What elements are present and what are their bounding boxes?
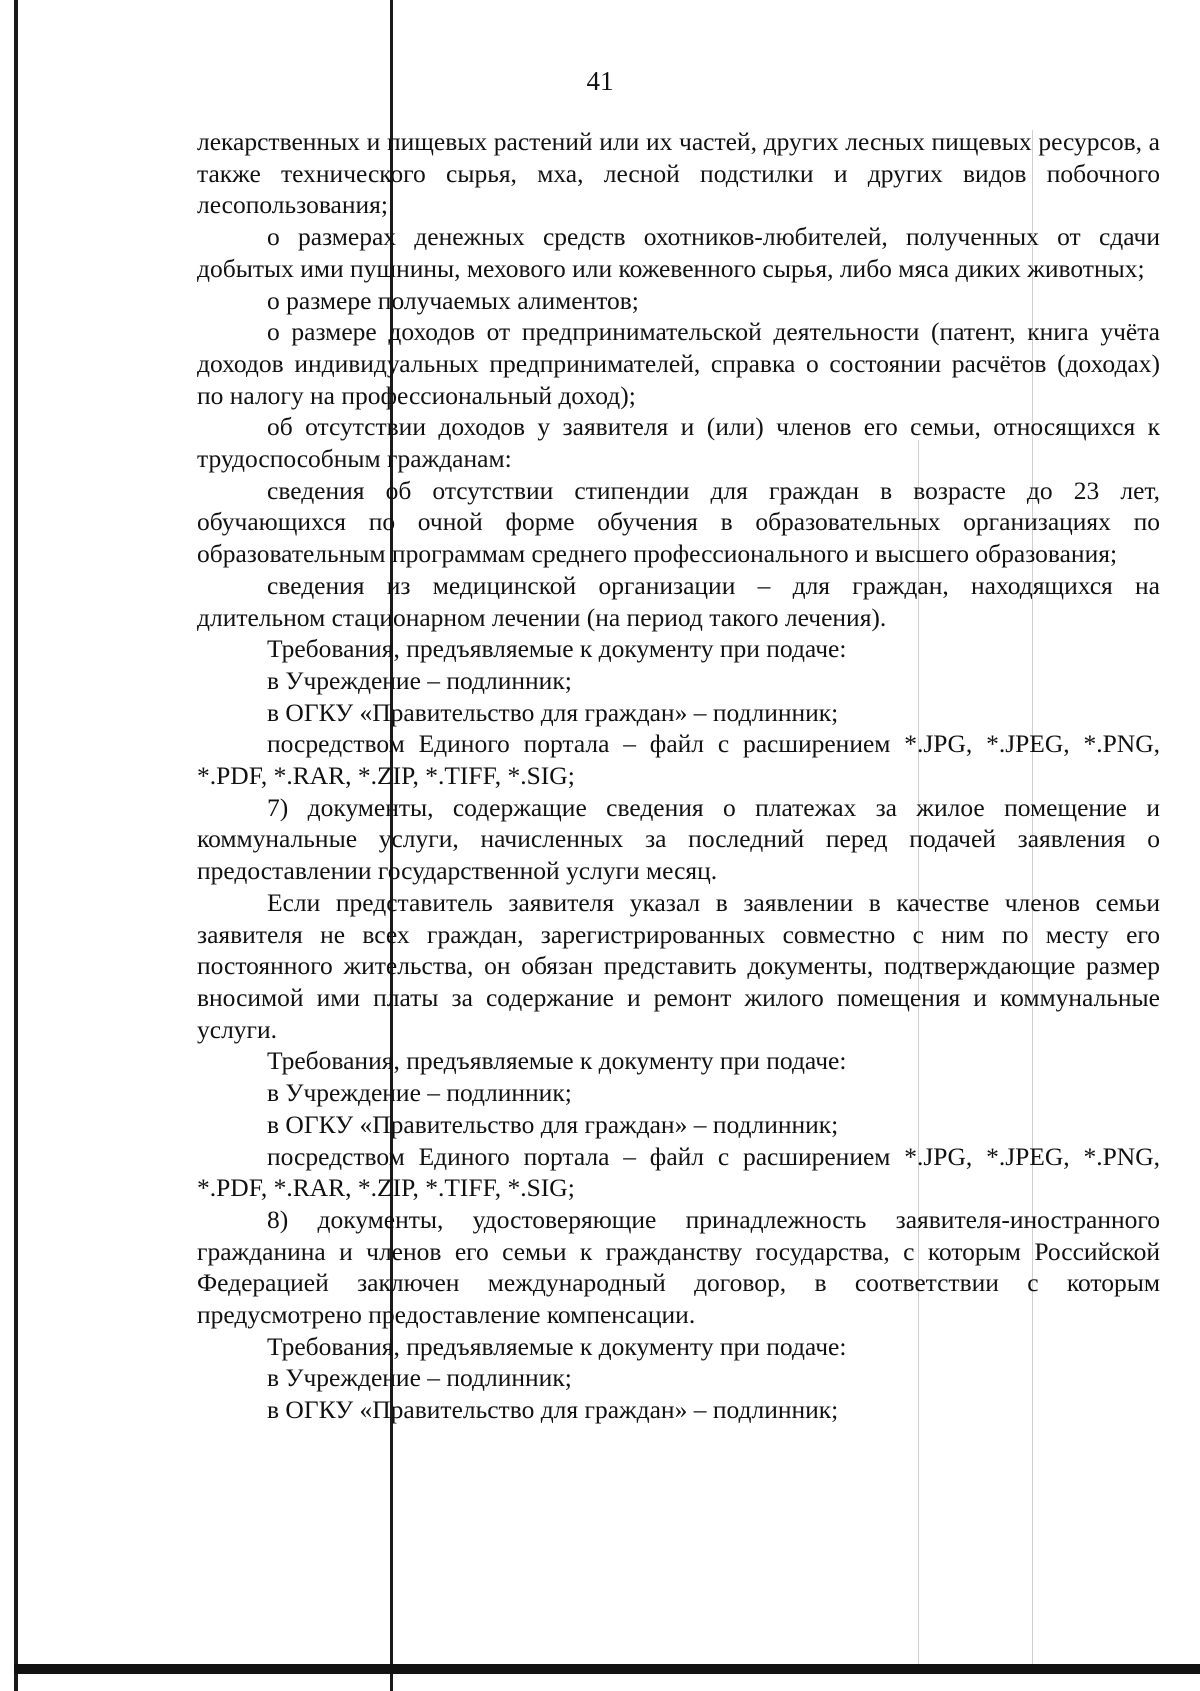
paragraph: Если представитель заявителя указал в заявлении в качестве членов семьи заявителя не всех граждан, зарегистрированных совместно с ним по месту его постоянного жительства, он обязан представить документы, подтверждающие размер вносимой ими платы за содержание и ремонт жилого помещения и коммунальные услуги. xyxy=(197,887,1160,1044)
paragraph: сведения из медицинской организации – для граждан, находящихся на длительном стационарном лечении (на период такого лечения). xyxy=(197,570,1160,632)
paragraph: в Учреждение – подлинник; xyxy=(267,665,572,695)
paragraph: Требования, предъявляемые к документу при подаче: xyxy=(267,1331,847,1361)
paragraph: в ОГКУ «Правительство для граждан» – подлинник; xyxy=(267,1109,839,1139)
paragraph: в ОГКУ «Правительство для граждан» – подлинник; xyxy=(267,697,839,727)
paragraph: в Учреждение – подлинник; xyxy=(267,1363,572,1393)
page-number: 41 xyxy=(586,66,614,96)
document-body xyxy=(197,126,1160,1426)
paragraph: посредством Единого портала – файл с расширением *.JPG, *.JPEG, *.PNG, *.PDF, *.RAR, *.ZIP, *.TIFF, *.SIG; xyxy=(197,1141,1160,1203)
paragraph: Требования, предъявляемые к документу при подаче: xyxy=(267,634,847,664)
paragraph: сведения об отсутствии стипендии для граждан в возрасте до 23 лет, обучающихся по очной форме обучения в образовательных организациях по образовательным программам среднего профессионального и высшего образования; xyxy=(197,475,1160,569)
paragraph: лекарственных и пищевых растений или их частей, других лесных пищевых ресурсов, а также технического сырья, мха, лесной подстилки и других видов побочного лесопользования; xyxy=(197,127,1160,220)
paragraph: 7) документы, содержащие сведения о платежах за жилое помещение и коммунальные услуги, начисленных за последний перед подачей заявления о предоставлении государственной услуги месяц. xyxy=(197,792,1160,886)
paragraph: 8) документы, удостоверяющие принадлежность заявителя-иностранного гражданина и членов его семьи к гражданству государства, с которым Российской Федерацией заключен международный договор, в соответствии с которым предусмотрено предоставление компенсации. xyxy=(197,1204,1160,1330)
paragraph: посредством Единого портала – файл с расширением *.JPG, *.JPEG, *.PNG, *.PDF, *.RAR, *.ZIP, *.TIFF, *.SIG; xyxy=(197,729,1160,791)
paragraph: о размере получаемых алиментов; xyxy=(267,285,639,315)
paragraph: о размере доходов от предпринимательской деятельности (патент, книга учёта доходов индивидуальных предпринимателей, справка о состоянии расчётов (доходах) по налогу на профессиональный доход); xyxy=(197,317,1160,410)
scan-left-edge xyxy=(14,0,18,1691)
paragraph: Требования, предъявляемые к документу при подаче: xyxy=(267,1046,847,1076)
paragraph: о размерах денежных средств охотников-любителей, полученных от сдачи добытых ими пушнины, мехового или кожевенного сырья, либо мяса диких животных; xyxy=(197,222,1160,283)
paragraph: об отсутствии доходов у заявителя и (или) членов его семьи, относящихся к трудоспособным гражданам: xyxy=(197,412,1160,474)
paragraph: в ОГКУ «Правительство для граждан» – подлинник; xyxy=(267,1395,839,1425)
scan-bottom-border xyxy=(14,1664,1200,1674)
paragraph: в Учреждение – подлинник; xyxy=(267,1078,572,1108)
